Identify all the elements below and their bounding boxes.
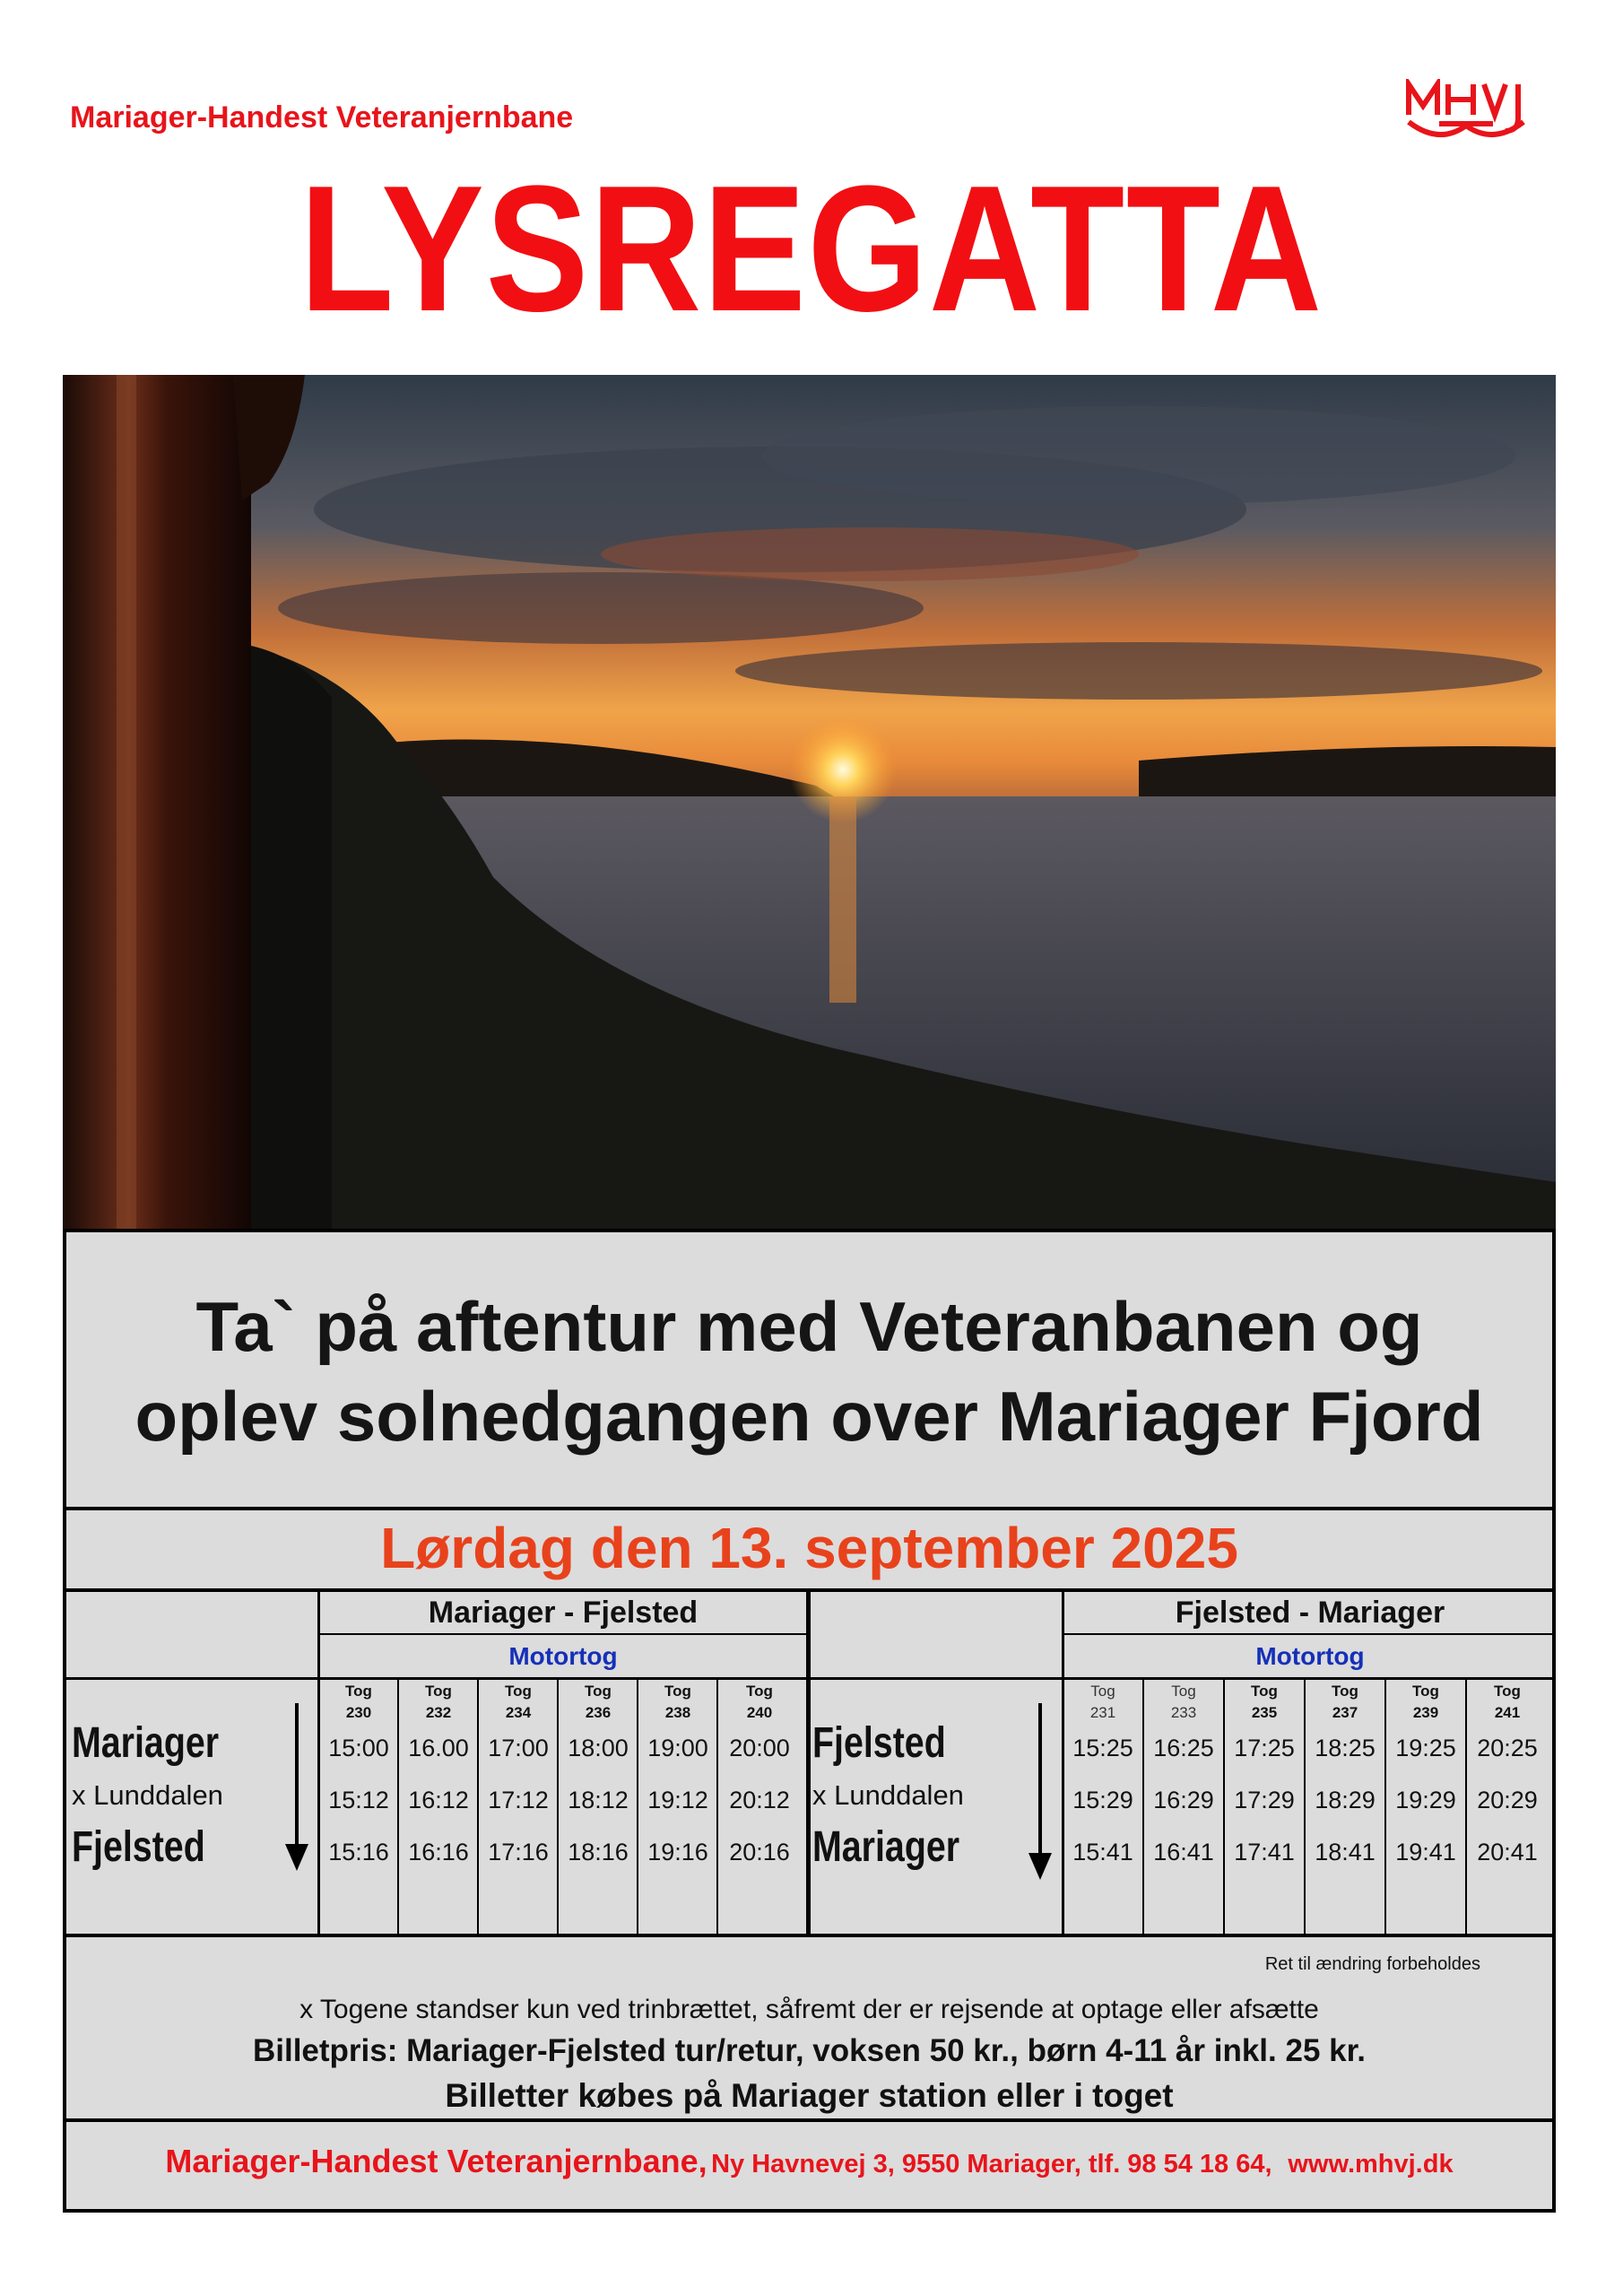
grid-line: [66, 1677, 1552, 1680]
time-cell: 18:25: [1315, 1735, 1376, 1761]
time-cell: 19:12: [647, 1787, 708, 1813]
arrow-down-icon: [295, 1703, 299, 1847]
time-cell: 17:16: [488, 1839, 549, 1866]
time-cell: 15:16: [328, 1839, 389, 1866]
station-from-right: Fjelsted: [812, 1719, 946, 1767]
time-cell: 20:00: [729, 1735, 790, 1761]
route-header-right: Fjelsted - Mariager: [1175, 1596, 1445, 1630]
train-type-right: Motortog: [1255, 1642, 1365, 1670]
time-cell: 18:41: [1315, 1839, 1376, 1866]
time-cell: 18:00: [568, 1735, 629, 1761]
time-cell: 19:16: [647, 1839, 708, 1866]
time-cell: 16:41: [1153, 1839, 1214, 1866]
station-to-right: Mariager: [812, 1823, 960, 1871]
grid-line: [1465, 1680, 1467, 1934]
time-cell: 20:25: [1477, 1735, 1538, 1761]
grid-line: [1064, 1633, 1556, 1635]
grid-line: [1142, 1680, 1144, 1934]
time-cell: 17:00: [488, 1735, 549, 1761]
time-cell: 20:16: [729, 1839, 790, 1866]
poster-title: LYSREGATTA: [299, 149, 1324, 349]
time-cell: 16:29: [1153, 1787, 1214, 1813]
sunset-over-fjord-photo: [63, 375, 1556, 1231]
time-cell: 15:00: [328, 1735, 389, 1761]
time-cell: 15:29: [1072, 1787, 1133, 1813]
arrow-down-icon: [1038, 1703, 1042, 1856]
footer-website-link[interactable]: www.mhvj.dk: [1288, 2150, 1454, 2179]
divider: [66, 1934, 1552, 1937]
station-via-left: x Lunddalen: [72, 1779, 223, 1811]
time-cell: 19:00: [647, 1735, 708, 1761]
grid-line: [716, 1680, 718, 1934]
organization-name: Mariager-Handest Veteranjernbane: [70, 100, 574, 135]
time-cell: 17:25: [1234, 1735, 1295, 1761]
ticket-note: Billetter købes på Mariager station eller i toget: [445, 2077, 1174, 2114]
train-number: Tog 237: [1332, 1683, 1358, 1721]
divider: [66, 1507, 1552, 1510]
grid-line: [477, 1680, 479, 1934]
arrow-down-icon: [285, 1844, 308, 1871]
time-cell: 16:12: [408, 1787, 469, 1813]
time-cell: 17:12: [488, 1787, 549, 1813]
divider: [66, 2118, 1552, 2122]
train-number: Tog 232: [425, 1683, 452, 1721]
footer-name: Mariager-Handest Veteranjernbane,: [165, 2143, 707, 2179]
train-type-left: Motortog: [508, 1642, 618, 1670]
grid-line: [557, 1680, 559, 1934]
train-number: Tog 234: [505, 1683, 532, 1721]
time-cell: 16:25: [1153, 1735, 1214, 1761]
time-cell: 20:12: [729, 1787, 790, 1813]
grid-line: [637, 1680, 638, 1934]
train-number: Tog 231: [1089, 1683, 1116, 1721]
grid-line: [1384, 1680, 1386, 1934]
train-number: Tog 235: [1251, 1683, 1278, 1721]
grid-line: [806, 1592, 811, 1934]
arrow-down-icon: [1028, 1853, 1052, 1880]
headline-line-2: oplev solnedgangen over Mariager Fjord: [135, 1377, 1484, 1456]
route-header-left: Mariager - Fjelsted: [428, 1596, 699, 1630]
station-via-right: x Lunddalen: [812, 1779, 964, 1811]
time-cell: 17:41: [1234, 1839, 1295, 1866]
time-cell: 15:12: [328, 1787, 389, 1813]
train-number: Tog 241: [1494, 1683, 1521, 1721]
train-number: Tog 238: [664, 1683, 691, 1721]
event-date: Lørdag den 13. september 2025: [380, 1516, 1238, 1580]
time-cell: 19:29: [1395, 1787, 1456, 1813]
time-cell: 18:29: [1315, 1787, 1376, 1813]
footer-address: Ny Havnevej 3, 9550 Mariager, tlf. 98 54 18 64,: [711, 2150, 1272, 2179]
reservation-note: Ret til ændring forbeholdes: [1264, 1954, 1480, 1974]
time-cell: 18:12: [568, 1787, 629, 1813]
grid-line: [320, 1633, 806, 1635]
grid-line: [1304, 1680, 1306, 1934]
station-from-left: Mariager: [72, 1719, 220, 1767]
footer: [66, 2143, 1552, 2180]
train-number: Tog 240: [746, 1683, 773, 1721]
time-cell: 18:16: [568, 1839, 629, 1866]
station-to-left: Fjelsted: [72, 1823, 205, 1871]
price-note: Billetpris: Mariager-Fjelsted tur/retur, voksen 50 kr., børn 4-11 år inkl. 25 kr.: [252, 2033, 1367, 2068]
headline-line-1: Ta` på aftentur med Veteranbanen og: [195, 1287, 1423, 1366]
headline: [66, 1282, 1552, 1461]
time-cell: 19:41: [1395, 1839, 1456, 1866]
time-cell: 20:29: [1477, 1787, 1538, 1813]
info-panel: [63, 1229, 1556, 2213]
time-cell: 16:16: [408, 1839, 469, 1866]
train-number: Tog 239: [1412, 1683, 1439, 1721]
time-cell: 15:41: [1072, 1839, 1133, 1866]
time-cell: 15:25: [1072, 1735, 1133, 1761]
time-cell: 16.00: [408, 1735, 469, 1761]
train-number: Tog 236: [585, 1683, 612, 1721]
time-cell: 17:29: [1234, 1787, 1295, 1813]
grid-line: [397, 1680, 399, 1934]
train-number: Tog 233: [1170, 1683, 1197, 1721]
mhv-logo: [1403, 79, 1529, 149]
stop-note: x Togene standser kun ved trinbrættet, såfremt der er rejsende at optage eller afsætte: [299, 1995, 1319, 2024]
time-cell: 19:25: [1395, 1735, 1456, 1761]
grid-line: [1223, 1680, 1225, 1934]
time-cell: 20:41: [1477, 1839, 1538, 1866]
train-number: Tog 230: [345, 1683, 372, 1721]
